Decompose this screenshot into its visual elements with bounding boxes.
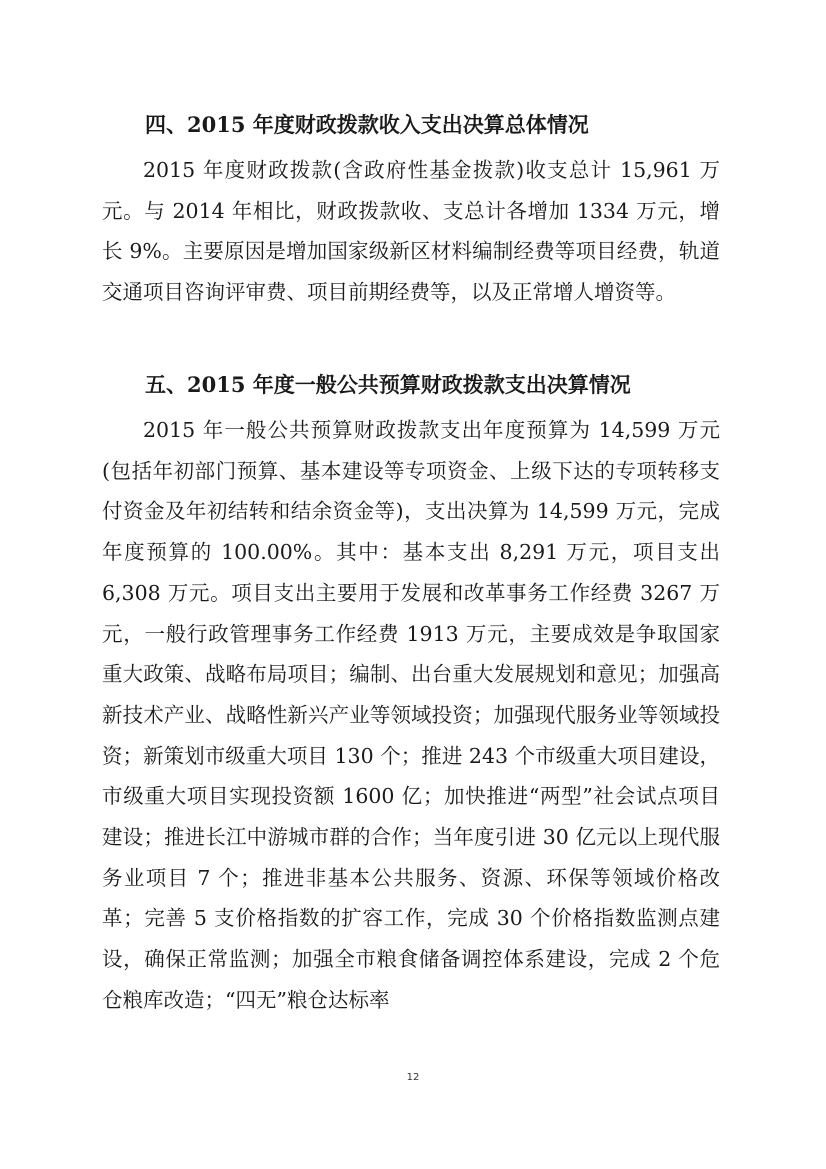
section-paragraph-general-budget: 2015 年一般公共预算财政拨款支出年度预算为 14,599 万元(包括年初部门预算、基本建设等专项资金、上级下达的专项转移支付资金及年初结转和结余资金等)，支出决算为 14,599 万元，完成年度预算的 100.00%。其中：基本支出 8,291 万元，项目支出 6,308 万元。项目支出主要用于发展和改革事务工作经费 3267 万元，一般行政管理事务工作经费 1913 万元，主要成效是争取国家重大政策、战略布局项目；编制、出台重大发展规划和意见；加强高新技术产业、战略性新兴产业等领域投资；加强现代服务业等领域投资；新策划市级重大项目 130 个；推进 243 个市级重大项目建设，市级重大项目实现投资额 1600 亿；加快推进“两型”社会试点项目建设；推进长江中游城市群的合作；当年度引进 30 亿元以上现代服务业项目 7 个；推进非基本公共服务、资源、环保等领域价格改革；完善 5 支价格指数的扩容工作，完成 30 个价格指数监测点建设，确保正常监测；加强全市粮食储备调控体系建设，完成 2 个危仓粮库改造；“四无”粮仓达标率 — [102, 418, 720, 1012]
section-heading-general-budget: 五、2015 年度一般公共预算财政拨款支出决算情况 — [145, 372, 631, 397]
section-heading-fiscal-overview: 四、2015 年度财政拨款收入支出决算总体情况 — [145, 112, 589, 137]
page-number: 12 — [406, 1072, 420, 1083]
section-paragraph-fiscal-overview: 2015 年度财政拨款(含政府性基金拨款)收支总计 15,961 万元。与 2014 年相比，财政拨款收、支总计各增加 1334 万元，增长 9%。主要原因是增加国家级新区材料编制经费等项目经费，轨道交通项目咨询评审费、项目前期经费等，以及正常增人增资等。 — [102, 158, 720, 305]
